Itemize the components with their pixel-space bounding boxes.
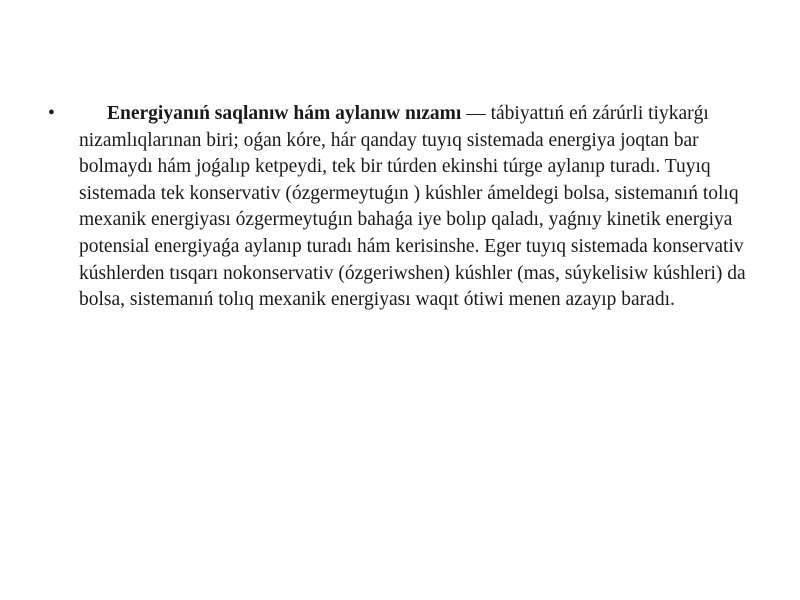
- law-description: — tábiyattıń eń zárúrli tiykarǵı nizamlıqlarınan biri; oǵan kóre, hár qanday tuyıq sistemada energiya joqtan bar bolmaydı hám joǵalıp ketpeydi, tek bir túrden ekinshi túrge aylanıp turadı. Tuyıq sistemada tek konservativ (ózgermeytuǵın ) kúshler ámeldegi bolsa, sistemanıń tolıq mexanik energiyası ózgermeytuǵın bahaǵa iye bolıp qaladı, yaǵnıy kinetik energiya potensial energiyaǵa aylanıp turadı hám kerisinshe. Eger tuyıq sistemada konservativ kúshlerden tısqarı nokonservativ (ózgeriwshen) kúshler (mas, súykelisiw kúshleri) da bolsa, sistemanıń tolıq mexanik energiyası waqıt ótiwi menen azayıp baradı.: [79, 103, 746, 311]
- bullet-paragraph: [79, 101, 760, 314]
- law-term: Energiyanıń saqlanıw hám aylanıw nızamı: [107, 103, 462, 124]
- bullet-marker: •: [48, 103, 55, 124]
- bullet-item: [40, 101, 760, 314]
